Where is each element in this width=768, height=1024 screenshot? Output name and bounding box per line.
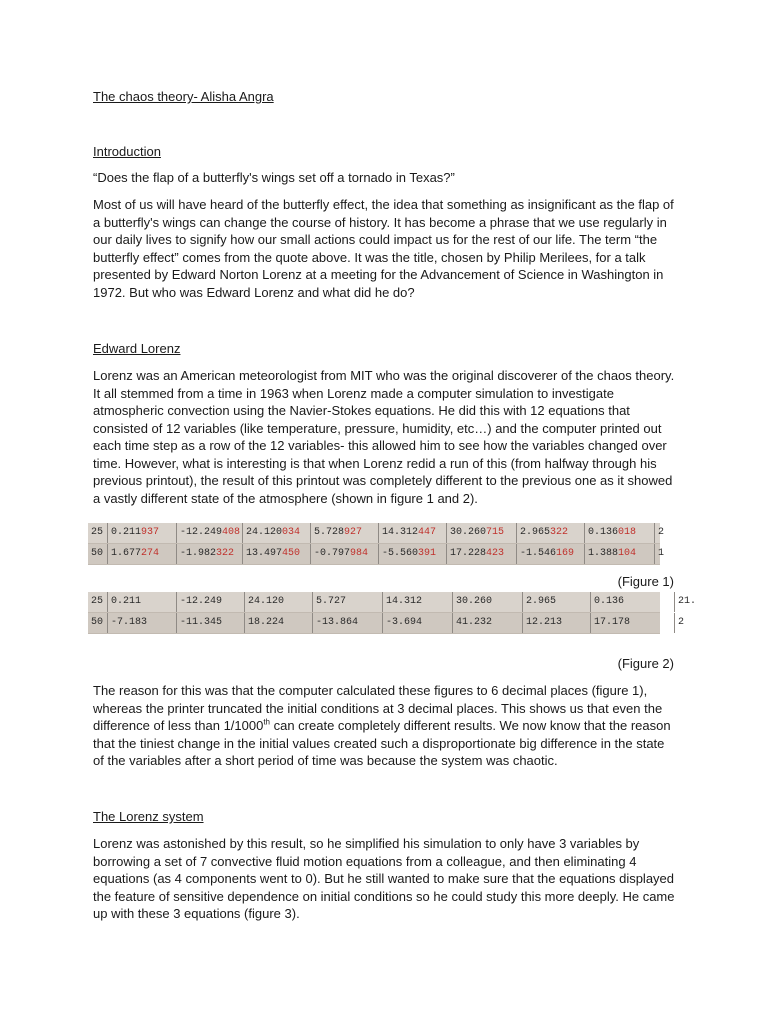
printout-value: -1.982 bbox=[180, 548, 217, 559]
printout-cell bbox=[446, 523, 504, 543]
printout-cell bbox=[242, 544, 300, 564]
printout-value: 17.228 bbox=[450, 548, 487, 559]
printout-value: 2.965 bbox=[520, 527, 551, 538]
printout-cell: 17.178 bbox=[590, 613, 630, 633]
printout-extra-digits: 034 bbox=[282, 527, 301, 538]
figure1-caption: (Figure 1) bbox=[617, 574, 674, 589]
printout-cell: 0.211 bbox=[107, 592, 141, 612]
printout-cell bbox=[107, 544, 159, 564]
printout-value: 0.211 bbox=[111, 527, 142, 538]
printout-cell bbox=[654, 523, 664, 543]
lorenz-paragraph: Lorenz was an American meteorologist from MIT who was the original discoverer of the chaos theory. It all stemmed from a time in 1963 when Lorenz made a computer simulation to investigate atmospheric convection using the Navier-Stokes equations. He did this with 12 equations that consisted of 12 variables (like temperature, pressure, humidity, etc…) and the computer printed out each time step as a row of the 12 variables- this allowed him to see how the variables changed over time. However, what is interesting is that when Lorenz redid a run of this (from halfway through his previous printout), the result of this printout was completely different to the previous one as it showed a vastly different state of the atmosphere (shown in figure 1 and 2). bbox=[93, 368, 675, 506]
intro-paragraph: Most of us will have heard of the butterfly effect, the idea that something as insignificant as the flap of a butterfly's wings can change the course of history. It has become a phrase that we use regularly in our daily lives to signify how our small actions could impact us for the rest of our life. The term “the butterfly effect” comes from the quote above. It was the title, chosen by Philip Merilees, for a talk presented by Edward Norton Lorenz at a meeting for the Advancement of Science in Washington in 1972. But who was Edward Lorenz and what did he do? bbox=[93, 197, 674, 300]
printout-cell: 2.965 bbox=[522, 592, 556, 612]
reason-paragraph bbox=[93, 682, 675, 770]
printout-cell: 5.727 bbox=[312, 592, 346, 612]
printout-row bbox=[88, 592, 697, 613]
figure1-printout-image bbox=[88, 523, 665, 565]
figure2-printout-image bbox=[88, 592, 697, 630]
printout-value: 1 bbox=[658, 548, 665, 559]
printout-cell bbox=[242, 523, 300, 543]
reason-text-1: The reason for this was that the computer calculated these figures to 6 decimal places (figure 1), whereas the printer truncated the initial conditions at 3 decimal places. This shows us that even the difference of less than 1/1000 bbox=[93, 683, 663, 733]
printout-cell: 12.213 bbox=[522, 613, 562, 633]
printout-cell: -11.345 bbox=[176, 613, 222, 633]
printout-value: 1.677 bbox=[111, 548, 142, 559]
printout-extra-digits: 322 bbox=[216, 548, 235, 559]
printout-value: -12.249 bbox=[180, 527, 223, 538]
printout-cell bbox=[88, 523, 103, 543]
figure2-caption: (Figure 2) bbox=[617, 656, 674, 671]
printout-cell bbox=[176, 523, 240, 543]
printout-cell bbox=[310, 544, 368, 564]
printout-row bbox=[88, 544, 665, 565]
printout-cell bbox=[378, 523, 436, 543]
printout-cell bbox=[176, 544, 234, 564]
printout-extra-digits: 104 bbox=[618, 548, 637, 559]
printout-row bbox=[88, 613, 685, 634]
section-heading-lorenz-system: The Lorenz system bbox=[93, 809, 204, 824]
printout-cell: 50 bbox=[91, 617, 104, 628]
printout-value: 30.260 bbox=[450, 527, 487, 538]
section-heading-edward-lorenz: Edward Lorenz bbox=[93, 341, 181, 356]
printout-extra-digits: 927 bbox=[344, 527, 363, 538]
printout-extra-digits: 715 bbox=[486, 527, 505, 538]
printout-cell bbox=[516, 544, 574, 564]
printout-value: 1.388 bbox=[588, 548, 619, 559]
printout-cell: 25 bbox=[91, 596, 104, 607]
printout-cell: 30.260 bbox=[452, 592, 492, 612]
printout-row bbox=[88, 523, 665, 544]
printout-value: -1.546 bbox=[520, 548, 557, 559]
printout-cell bbox=[88, 544, 103, 564]
printout-value: 2 bbox=[658, 527, 665, 538]
printout-value: -5.560 bbox=[382, 548, 419, 559]
printout-extra-digits: 447 bbox=[418, 527, 437, 538]
printout-cell: -12.249 bbox=[176, 592, 222, 612]
printout-extra-digits: 450 bbox=[282, 548, 301, 559]
printout-cell: 14.312 bbox=[382, 592, 422, 612]
lorenz-system-paragraph: Lorenz was astonished by this result, so he simplified his simulation to only have 3 variables by borrowing a set of 7 convective fluid motion equations from a colleague, and then eliminating 4 equations (as 4 components went to 0). But he still wanted to make sure that the equations displayed the feature of sensitive dependence on initial conditions so he could study this more deeply. He came up with these 3 equations (figure 3). bbox=[93, 836, 675, 921]
printout-cell bbox=[584, 544, 636, 564]
intro-quote: “Does the flap of a butterfly's wings set off a tornado in Texas?” bbox=[93, 170, 455, 185]
printout-cell: 2 bbox=[674, 613, 684, 633]
printout-value: 5.728 bbox=[314, 527, 345, 538]
printout-cell: 18.224 bbox=[244, 613, 284, 633]
printout-value: 0.136 bbox=[588, 527, 619, 538]
printout-cell bbox=[310, 523, 362, 543]
printout-cell bbox=[516, 523, 568, 543]
printout-cell: 0.136 bbox=[590, 592, 624, 612]
printout-cell: 41.232 bbox=[452, 613, 492, 633]
reason-superscript: th bbox=[263, 717, 270, 727]
printout-cell: -13.864 bbox=[312, 613, 358, 633]
printout-cell bbox=[446, 544, 504, 564]
printout-cell bbox=[378, 544, 436, 564]
printout-value: 14.312 bbox=[382, 527, 419, 538]
printout-cell: -7.183 bbox=[107, 613, 147, 633]
printout-cell: -3.694 bbox=[382, 613, 422, 633]
printout-extra-digits: 937 bbox=[141, 527, 160, 538]
document-title: The chaos theory- Alisha Angra bbox=[93, 89, 274, 104]
printout-extra-digits: 169 bbox=[556, 548, 575, 559]
printout-cell bbox=[584, 523, 636, 543]
printout-extra-digits: 423 bbox=[486, 548, 505, 559]
printout-extra-digits: 984 bbox=[350, 548, 369, 559]
printout-extra-digits: 391 bbox=[418, 548, 437, 559]
section-heading-introduction: Introduction bbox=[93, 144, 161, 159]
printout-value: 13.497 bbox=[246, 548, 283, 559]
reason-text-2: can create completely different results. We now know that the reason that the tiniest change in the initial values created such a disproportionate big difference in the state of the variables after a short period of time was because the system was chaotic. bbox=[93, 718, 671, 768]
printout-extra-digits: 322 bbox=[550, 527, 569, 538]
printout-value: -0.797 bbox=[314, 548, 351, 559]
printout-cell: 21. bbox=[674, 592, 696, 612]
printout-value: 50 bbox=[91, 548, 104, 559]
printout-extra-digits: 274 bbox=[141, 548, 160, 559]
printout-value: 25 bbox=[91, 527, 104, 538]
printout-value: 24.120 bbox=[246, 527, 283, 538]
printout-extra-digits: 018 bbox=[618, 527, 637, 538]
printout-cell: 24.120 bbox=[244, 592, 284, 612]
printout-cell bbox=[654, 544, 664, 564]
printout-extra-digits: 408 bbox=[222, 527, 241, 538]
printout-cell bbox=[107, 523, 159, 543]
